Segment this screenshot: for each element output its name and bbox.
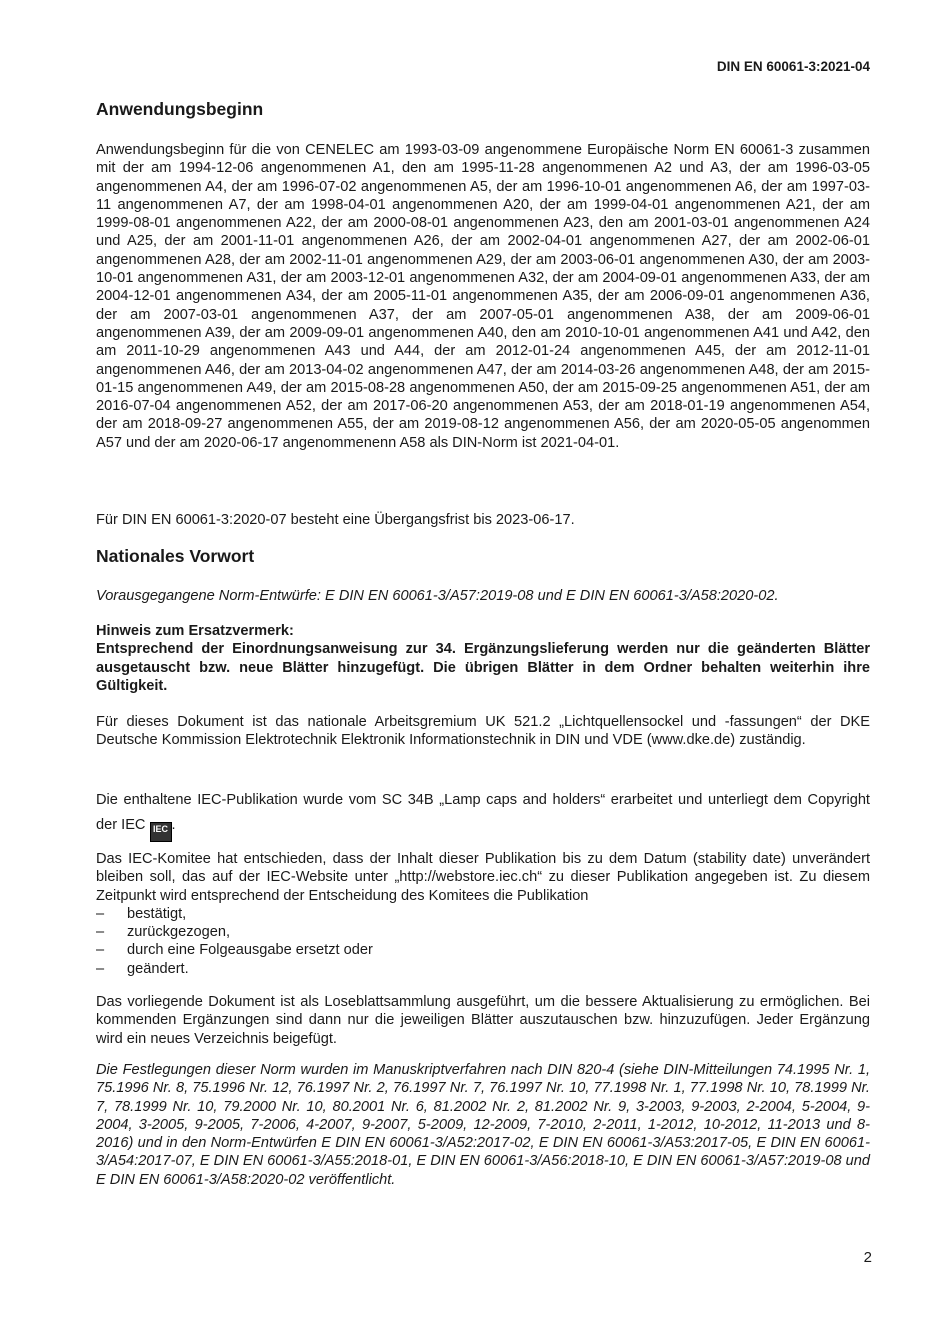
notice-heading: Hinweis zum Ersatzvermerk: — [96, 623, 294, 639]
paragraph-committee: Für dieses Dokument ist das nationale Arbeitsgremium UK 521.2 „Lichtquellensockel und -fassungen“ der DKE Deutsche Kommission Elektrotechnik Elektronik Informationstechnik in DIN und VDE (www.dke.de) zuständig. — [96, 714, 870, 749]
notice-text: Entsprechend der Einordnungsanweisung zur 34. Ergänzungslieferung werden nur die geänderten Blätter ausgetauscht bzw. neue Blätter hinzugefügt. Die übrigen Blätter in dem Ordner behalten weiterhin ihre Gültigkeit. — [96, 641, 870, 694]
list-item: – geändert. — [96, 960, 870, 978]
list-item: – bestätigt, — [96, 905, 870, 923]
document-id: DIN EN 60061-3:2021-04 — [716, 59, 870, 74]
iec-publication-text: Die enthaltene IEC-Publikation wurde vom SC 34B „Lamp caps and holders“ erarbeitet und unterliegt dem Copyright der IEC — [96, 792, 870, 833]
stability-list — [96, 905, 870, 978]
iec-publication-end: . — [171, 817, 176, 833]
list-item: – durch eine Folgeausgabe ersetzt oder — [96, 941, 870, 959]
paragraph-manuscript: Die Festlegungen dieser Norm wurden im Manuskriptverfahren nach DIN 820-4 (siehe DIN-Mitteilungen 74.1995 Nr. 1, 75.1996 Nr. 8, 75.1996 Nr. 12, 76.1997 Nr. 2, 76.1997 Nr. 7, 76.1997 Nr. 10, 77.1998 Nr. 1, 77.1998 Nr. 10, 78.1999 Nr. 7, 78.1999 Nr. 10, 79.2000 Nr. 10, 80.2001 Nr. 6, 81.2002 Nr. 2, 81.2002 Nr. 9, 3-2003, 9-2003, 2-2004, 5-2004, 9-2004, 3-2005, 9-2005, 7-2006, 4-2007, 9-2007, 5-2009, 12-2009, 7-2010, 2-2011, 1-2012, 10-2012, 11-2013 und 8-2016) und in den Norm-Entwürfen E DIN EN 60061-3/A52:2017-02, E DIN EN 60061-3/A53:2017-05, E DIN EN 60061-3/A54:2017-07, E DIN EN 60061-3/A55:2018-01, E DIN EN 60061-3/A56:2018-10, E DIN EN 60061-3/A57:2019-08 und E DIN EN 60061-3/A58:2020-02 veröffentlicht. — [96, 1062, 870, 1188]
stability-intro: Das IEC-Komitee hat entschieden, dass der Inhalt dieser Publikation bis zu dem Datum (stability date) unverändert bleiben soll, das auf der IEC-Website unter „http://webstore.iec.ch“ zu dieser Publikation angegeben ist. Zu diesem Zeitpunkt wird entsprechend der Entscheidung des Komitees die Publikation — [96, 851, 870, 904]
iec-logo-icon — [150, 822, 172, 842]
paragraph-previous-drafts: Vorausgegangene Norm-Entwürfe: E DIN EN 60061-3/A57:2019-08 und E DIN EN 60061-3/A58:2020-02. — [96, 588, 779, 604]
stability-section — [96, 850, 870, 978]
paragraph-looseleaf: Das vorliegende Dokument ist als Loseblattsammlung ausgeführt, um die bessere Aktualisierung zu ermöglichen. Bei kommenden Ergänzungen sind dann nur die jeweiligen Blätter auszutauschen bzw. hinzuzufügen. Jeder Ergänzung wird ein neues Verzeichnis beigefügt. — [96, 994, 870, 1047]
paragraph-application-dates: Anwendungsbeginn für die von CENELEC am 1993-03-09 angenommene Europäische Norm EN 60061-3 zusammen mit der am 1994-12-06 angenommenen A1, den am 1995-11-28 angenommenen A2 und A3, der am 1996-03-05 angenommenen A4, der am 1996-07-02 angenommenen A5, der am 1996-10-01 angenommenen A6, der am 1997-03-11 angenommenen A7, der am 1998-04-01 angenommenen A20, der am 1999-04-01 angenommenen A21, der am 1999-08-01 angenommenen A22, der am 2000-08-01 angenommenen A23, den am 2001-03-01 angenommenen A24 und A25, der am 2001-11-01 angenommenen A26, der am 2002-04-01 angenommenen A27, der am 2002-06-01 angenommenen A28, der am 2002-11-01 angenommenen A29, der am 2003-06-01 angenommenen A30, der am 2003-10-01 angenommenen A31, der am 2003-12-01 angenommenen A32, der am 2004-09-01 angenommenen A33, der am 2004-12-01 angenommenen A34, der am 2005-11-01 angenommenen A35, der am 2006-09-01 angenommenen A36, der am 2007-03-01 angenommenen A37, der am 2007-05-01 angenommenen A38, der am 2009-06-01 angenommenen A39, der am 2009-09-01 angenommenen A40, den am 2010-10-01 angenommenen A41 und A42, den am 2011-10-29 angenommenen A43 und A44, der am 2012-01-24 angenommenen A45, der am 2012-11-01 angenommenen A46, der am 2013-04-02 angenommenen A47, der am 2014-03-26 angenommenen A48, der am 2015-01-15 angenommenen A49, der am 2015-08-28 angenommenen A50, der am 2015-09-25 angenommenen A51, der am 2016-07-04 angenommenen A52, der am 2017-06-20 angenommenen A53, der am 2018-01-19 angenommenen A54, der am 2018-09-27 angenommenen A55, der am 2019-08-12 angenommenen A56, der am 2020-05-05 angenommen A57 und der am 2020-06-17 angenommenenn A58 als DIN-Norm ist 2021-04-01. — [96, 142, 870, 451]
paragraph-iec-publication — [96, 788, 870, 842]
heading-nationales-vorwort: Nationales Vorwort — [96, 546, 255, 566]
replacement-notice — [96, 622, 870, 695]
iec-logo-label: IEC — [153, 824, 169, 834]
page-number: 2 — [863, 1249, 872, 1266]
list-item: – zurückgezogen, — [96, 923, 870, 941]
heading-anwendungsbeginn: Anwendungsbeginn — [96, 99, 264, 119]
paragraph-transition-period: Für DIN EN 60061-3:2020-07 besteht eine Übergangsfrist bis 2023-06-17. — [96, 512, 575, 528]
